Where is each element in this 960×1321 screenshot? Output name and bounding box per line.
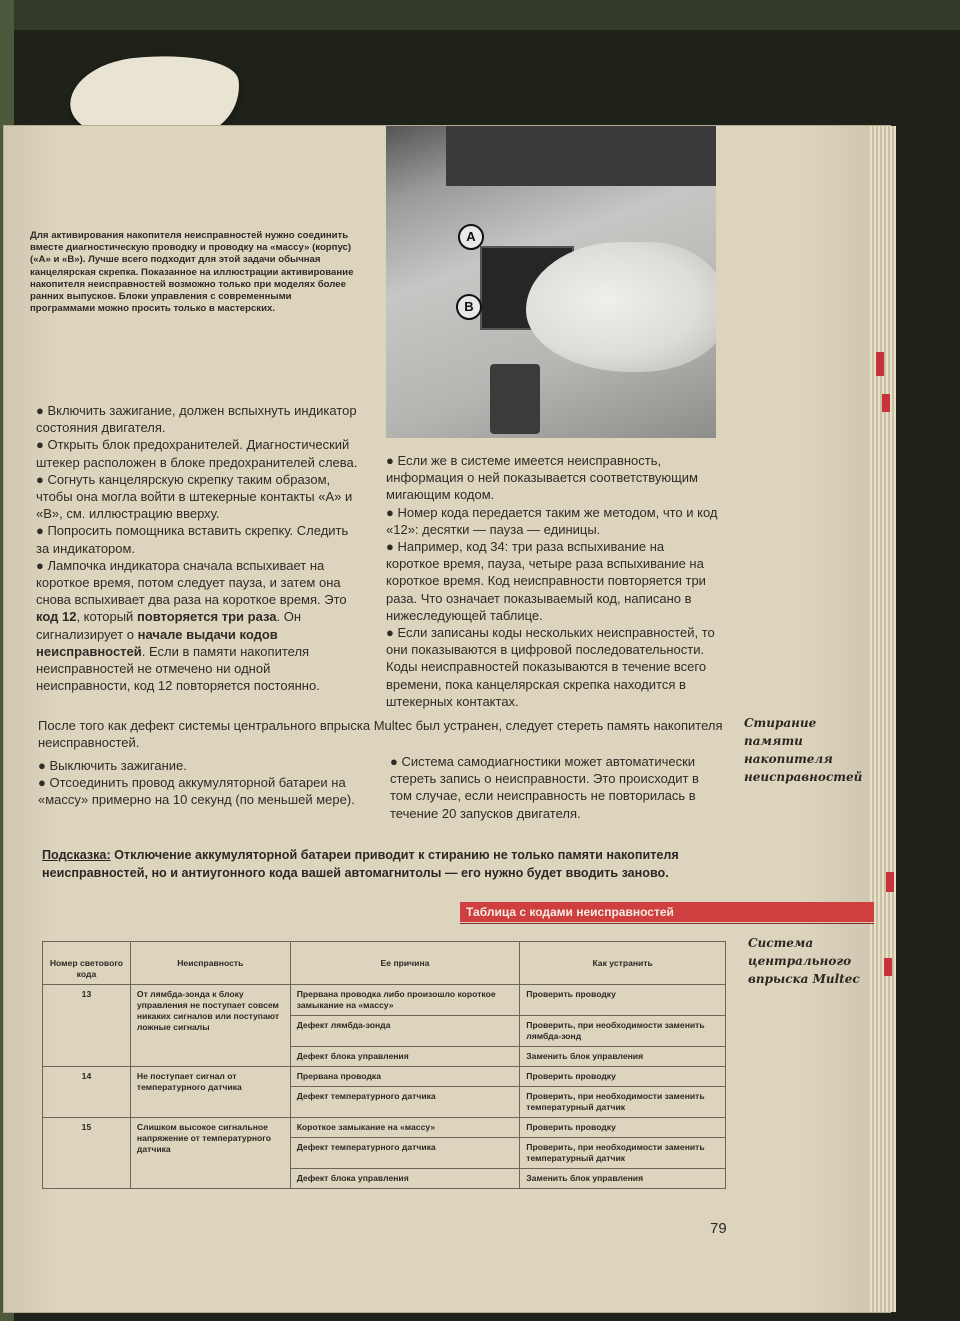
code-cell: 14 [43, 1067, 131, 1118]
code-cell: 15 [43, 1118, 131, 1189]
fault-cell: От лямбда-зонда к блоку управления не поступает совсем никаких сигналов или поступают ложные сигналы [130, 985, 290, 1067]
text-run: , который [76, 609, 137, 625]
section-tab-mark [886, 872, 894, 892]
callout-b: B [456, 294, 482, 320]
table-row [43, 985, 726, 1016]
cause-cell: Дефект температурного датчика [290, 1087, 520, 1118]
callout-a: A [458, 224, 484, 250]
instruction-paragraph: ● Выключить зажигание. [38, 758, 187, 773]
cause-cell: Короткое замыкание на «массу» [290, 1118, 520, 1138]
table-row [43, 1067, 726, 1087]
cause-cell: Дефект температурного датчика [290, 1138, 520, 1169]
fix-cell: Проверить, при необходимости заменить температурный датчик [520, 1087, 726, 1118]
text-run: . Он сигнализирует о [36, 609, 301, 642]
table-title-banner [460, 902, 874, 922]
instruction-paragraph: ● Отсоединить провод аккумуляторной батареи на «массу» примерно на 10 секунд (по меньшей мере). [38, 775, 355, 808]
instructions-left-column [36, 402, 362, 694]
fix-cell: Проверить проводку [520, 985, 726, 1016]
fault-codes-table [42, 941, 726, 1189]
instruction-paragraph [36, 557, 362, 695]
fix-cell: Заменить блок управления [520, 1047, 726, 1067]
fault-cell: Не поступает сигнал от температурного датчика [130, 1067, 290, 1118]
instruction-paragraph: ● Если записаны коды нескольких неисправностей, то они показываются в цифровой последовательности. Коды неисправностей показываются в течение всего времени, пока канцелярская скрепка находится в штекерных контактах. [386, 625, 715, 709]
cause-cell: Прервана проводка [290, 1067, 520, 1087]
table-title: Таблица с кодами неисправностей [466, 905, 674, 919]
side-title-erase-memory: Стирание памяти накопителя неисправностей [744, 716, 863, 784]
erase-left-column [38, 757, 364, 809]
section-tab-mark [876, 352, 884, 376]
text-run: ● Лампочка индикатора сначала вспыхивает на короткое время, потом следует пауза, и затем она снова вспыхивает два раза на короткое время. Это [36, 557, 347, 608]
instruction-paragraph: ● Номер кода передается таким же методом, что и код «12»: десятки — пауза — единицы. [386, 504, 718, 537]
instruction-paragraph: ● Попросить помощника вставить скрепку. Следить за индикатором. [36, 523, 349, 556]
fix-cell: Проверить проводку [520, 1118, 726, 1138]
code-cell: 13 [43, 985, 131, 1067]
instructions-right-column [386, 452, 720, 710]
hint-note [42, 846, 732, 882]
scan-backdrop-top [14, 0, 960, 30]
hint-label: Подсказка: [42, 848, 111, 862]
instruction-paragraph: ● Если же в системе имеется неисправность, информация о ней показывается соответствующим мигающим кодом. [386, 453, 698, 503]
fix-cell: Проверить, при необходимости заменить лямбда-зонд [520, 1016, 726, 1047]
fix-cell: Проверить, при необходимости заменить температурный датчик [520, 1138, 726, 1169]
instruction-paragraph: ● Открыть блок предохранителей. Диагностический штекер расположен в блоке предохранителей слева. [36, 437, 358, 470]
emphasis-text: начале выдачи кодов неисправностей [36, 626, 278, 659]
table-row [43, 1118, 726, 1138]
fix-cell: Заменить блок управления [520, 1169, 726, 1189]
lower-panel-shape [490, 364, 540, 434]
cause-cell: Дефект блока управления [290, 1047, 520, 1067]
emphasis-text: повторяется три раза [136, 609, 277, 625]
instruction-paragraph: ● Включить зажигание, должен вспыхнуть индикатор состояния двигателя. [36, 403, 357, 436]
erase-right-column: ● Система самодиагностики может автоматически стереть запись о неисправности. Это происходит в том случае, если неисправность не повторилась в течение 20 запусков двигателя. [390, 754, 699, 821]
page-stack-edge [870, 126, 896, 1312]
fix-cell: Проверить проводку [520, 1067, 726, 1087]
hint-text: Отключение аккумуляторной батареи приводит к стиранию не только памяти накопителя неисправностей, но и антиугонного кода вашей автомагнитолы — его нужно будет вводить заново. [42, 848, 679, 880]
erase-intro: После того как дефект системы центрального впрыска Multec был устранен, следует стереть память накопителя неисправностей. [38, 718, 723, 751]
section-tab-mark [882, 394, 890, 412]
header-fault: Неисправность [130, 942, 290, 985]
header-code: Номер светового кода [43, 942, 131, 985]
section-tab-mark [884, 958, 892, 976]
diagnostic-connector-photo [386, 126, 716, 438]
photo-caption: Для активирования накопителя неисправностей нужно соединить вместе диагностическую проводку и проводку на «массу» (корпус) («А» и «В»). Лучше всего подходит для этой задачи обычная канцелярская скрепка. Показанное на иллюстрации активирование накопителя неисправностей возможно только при моделях более ранних выпусков. Блоки управления с современными программами можно просить только в мастерских. [30, 230, 354, 315]
emphasis-text: код 12 [36, 609, 77, 625]
page-number: 79 [710, 1220, 727, 1237]
text-run: . Если в памяти накопителя неисправностей не отмечено ни одной неисправности, код 12 повторяется постоянно. [36, 643, 320, 694]
fault-cell: Слишком высокое сигнальное напряжение от температурного датчика [130, 1118, 290, 1189]
side-title-multec: Система центрального впрыска Multec [748, 936, 860, 986]
dashboard-shape [446, 126, 716, 186]
instruction-paragraph: ● Согнуть канцелярскую скрепку таким образом, чтобы она могла войти в штекерные контакты «А» и «В», см. иллюстрацию вверху. [36, 471, 353, 522]
cause-cell: Дефект лямбда-зонда [290, 1016, 520, 1047]
hand-shape [526, 242, 716, 372]
cause-cell: Прервана проводка либо произошло короткое замыкание на «массу» [290, 985, 520, 1016]
header-cause: Ее причина [290, 942, 520, 985]
header-fix: Как устранить [520, 942, 726, 985]
banner-rule [460, 923, 874, 924]
instruction-paragraph: ● Например, код 34: три раза вспыхивание на короткое время, пауза, четыре раза вспыхивание на короткое время. Код неисправности повторяется три раза. Что означает показываемый код, написано в нижеследующей таблице. [386, 539, 706, 623]
cause-cell: Дефект блока управления [290, 1169, 520, 1189]
table-header-row [43, 942, 726, 985]
